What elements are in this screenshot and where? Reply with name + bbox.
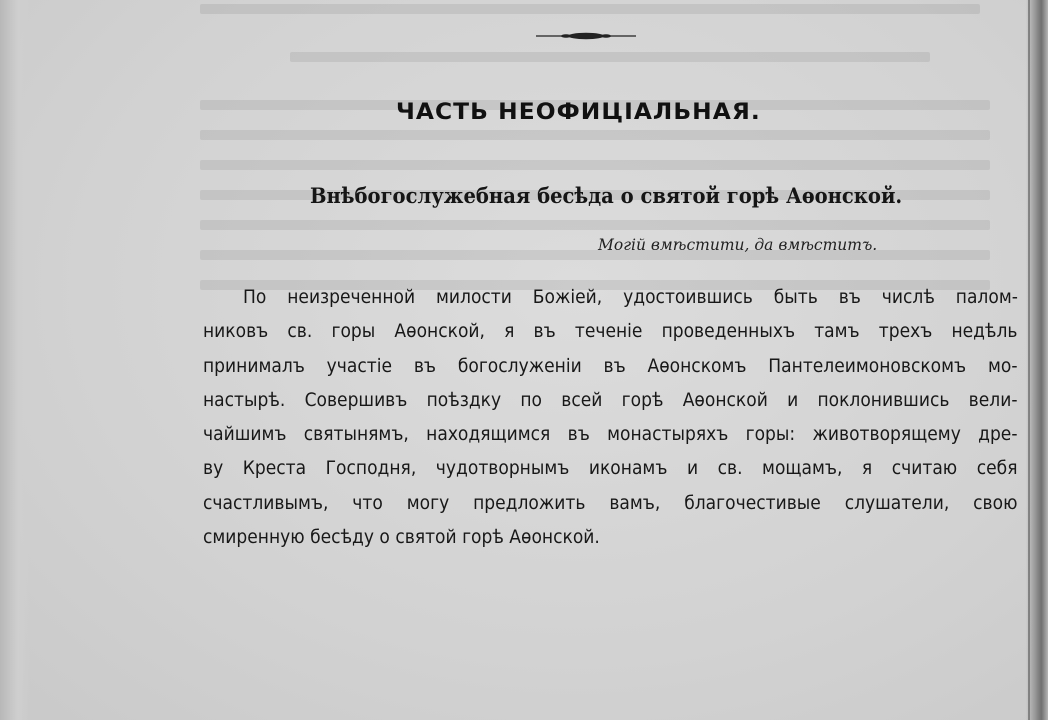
body-text-line: настырѣ. Совершивъ поѣздку по всей горѣ Аѳонской и поклонившись вели- (203, 389, 1018, 411)
body-text-line: счастливымъ, что могу предложить вамъ, благочестивые слушатели, свою (203, 492, 1018, 514)
epigraph: Могій вмѣстити, да вмѣститъ. (598, 236, 878, 254)
ornamental-rule (536, 30, 636, 42)
bleed-through-text (200, 0, 1020, 300)
page-gutter-shadow (0, 0, 30, 720)
body-text-line: По неизреченной милости Божіей, удостоившись быть въ числѣ палом- (243, 286, 1018, 308)
body-text-line: никовъ св. горы Аѳонской, я въ теченіе проведенныхъ тамъ трехъ недѣль (203, 320, 1018, 342)
body-text-line: чайшимъ святынямъ, находящимся въ монастыряхъ горы: животворящему дре- (203, 423, 1018, 445)
page-edge-line (1028, 0, 1030, 720)
body-text-line: смиренную бесѣду о святой горѣ Аѳонской. (203, 526, 600, 548)
body-text-line: принималъ участіе въ богослуженіи въ Аѳонскомъ Пантелеимоновскомъ мо- (203, 355, 1018, 377)
body-text-line: ву Креста Господня, чудотворнымъ иконамъ и св. мощамъ, я считаю себя (203, 457, 1018, 479)
article-title: Внѣбогослужебная бесѣда о святой горѣ Аѳонской. (310, 183, 903, 208)
section-heading: ЧАСТЬ НЕОФИЦІАЛЬНАЯ. (396, 100, 761, 125)
